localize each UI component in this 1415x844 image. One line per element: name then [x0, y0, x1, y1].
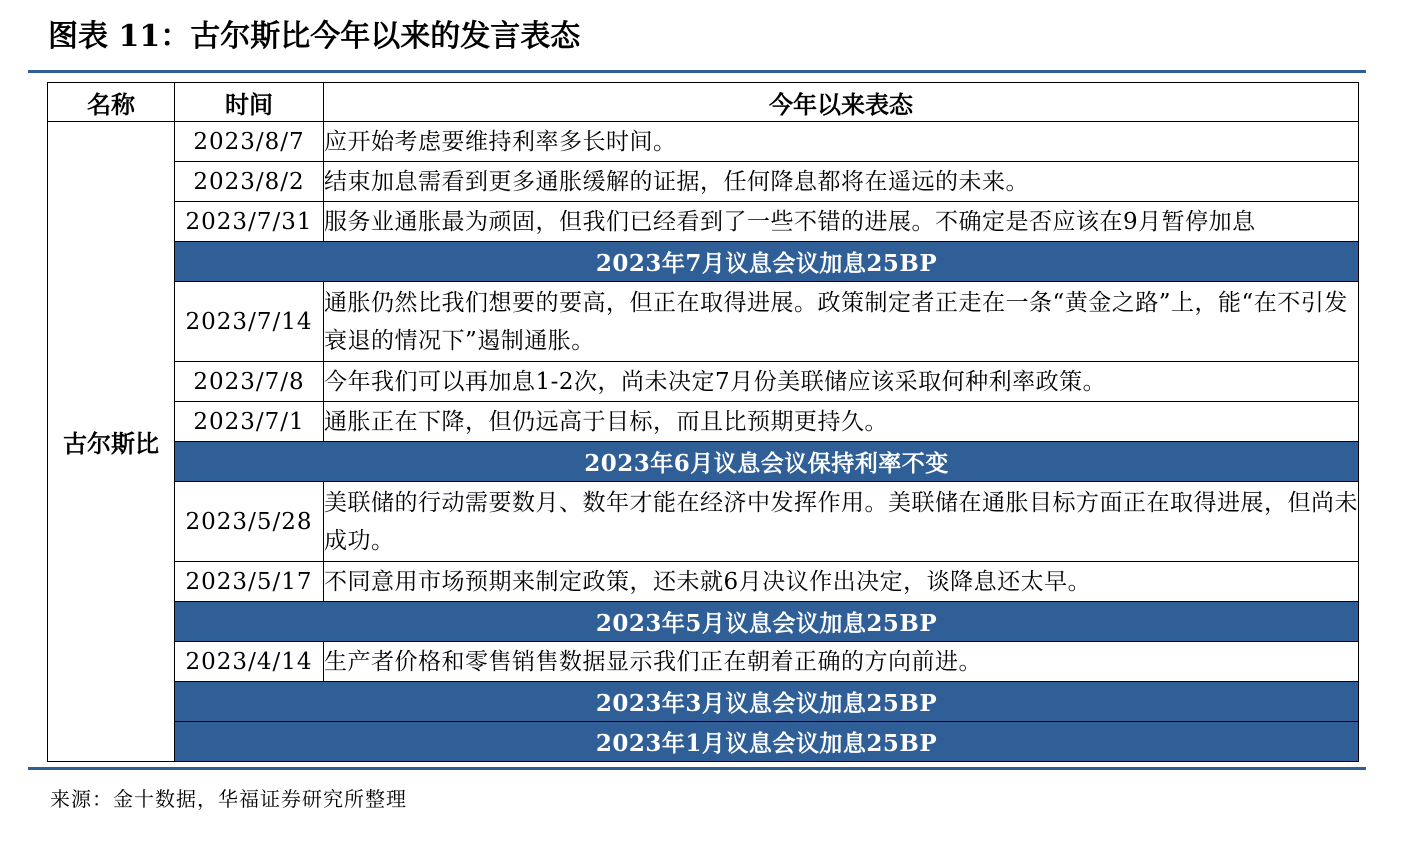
meeting-band-label: 2023年3月议息会议加息25BP: [175, 682, 1359, 722]
table-row: [48, 402, 1359, 442]
meeting-band-row: [48, 602, 1359, 642]
meeting-band-row: [48, 442, 1359, 482]
meeting-band-row: [48, 682, 1359, 722]
table-row: [48, 562, 1359, 602]
header-statement: 今年以来表态: [324, 83, 1359, 122]
statement-cell: 服务业通胀最为顽固，但我们已经看到了一些不错的进展。不确定是否应该在9月暂停加息: [324, 202, 1359, 242]
bottom-rule: [28, 767, 1366, 770]
date-cell: 2023/5/28: [175, 482, 324, 562]
table-header-row: [48, 83, 1359, 122]
date-cell: 2023/4/14: [175, 642, 324, 682]
statement-cell: 应开始考虑要维持利率多长时间。: [324, 122, 1359, 162]
date-cell: 2023/8/2: [175, 162, 324, 202]
date-cell: 2023/7/14: [175, 282, 324, 362]
table-row: [48, 202, 1359, 242]
table-row: [48, 162, 1359, 202]
statement-table: [47, 82, 1359, 762]
table-row: [48, 282, 1359, 362]
meeting-band-row: [48, 242, 1359, 282]
statement-cell: 美联储的行动需要数月、数年才能在经济中发挥作用。美联储在通胀目标方面正在取得进展，但尚未成功。: [324, 482, 1359, 562]
date-cell: 2023/7/1: [175, 402, 324, 442]
person-name-cell: 古尔斯比: [48, 122, 175, 762]
meeting-band-label: 2023年1月议息会议加息25BP: [175, 722, 1359, 762]
header-time: 时间: [175, 83, 324, 122]
date-cell: 2023/7/8: [175, 362, 324, 402]
statement-cell: 不同意用市场预期来制定政策，还未就6月决议作出决定，谈降息还太早。: [324, 562, 1359, 602]
statement-cell: 结束加息需看到更多通胀缓解的证据，任何降息都将在遥远的未来。: [324, 162, 1359, 202]
source-note: 来源：金十数据，华福证券研究所整理: [50, 787, 407, 811]
meeting-band-label: 2023年5月议息会议加息25BP: [175, 602, 1359, 642]
meeting-band-label: 2023年7月议息会议加息25BP: [175, 242, 1359, 282]
date-cell: 2023/8/7: [175, 122, 324, 162]
statement-cell: 今年我们可以再加息1-2次，尚未决定7月份美联储应该采取何种利率政策。: [324, 362, 1359, 402]
figure-title: 图表 11：古尔斯比今年以来的发言表态: [48, 19, 581, 54]
top-rule: [28, 70, 1366, 73]
statement-cell: 生产者价格和零售销售数据显示我们正在朝着正确的方向前进。: [324, 642, 1359, 682]
table-row: [48, 122, 1359, 162]
statement-cell: 通胀正在下降，但仍远高于目标，而且比预期更持久。: [324, 402, 1359, 442]
date-cell: 2023/7/31: [175, 202, 324, 242]
table-row: [48, 482, 1359, 562]
table-row: [48, 362, 1359, 402]
meeting-band-row: [48, 722, 1359, 762]
meeting-band-label: 2023年6月议息会议保持利率不变: [175, 442, 1359, 482]
table-body: [48, 122, 1359, 762]
header-name: 名称: [48, 83, 175, 122]
statement-cell: 通胀仍然比我们想要的要高，但正在取得进展。政策制定者正走在一条“黄金之路”上，能“在不引发衰退的情况下”遏制通胀。: [324, 282, 1359, 362]
date-cell: 2023/5/17: [175, 562, 324, 602]
table-row: [48, 642, 1359, 682]
